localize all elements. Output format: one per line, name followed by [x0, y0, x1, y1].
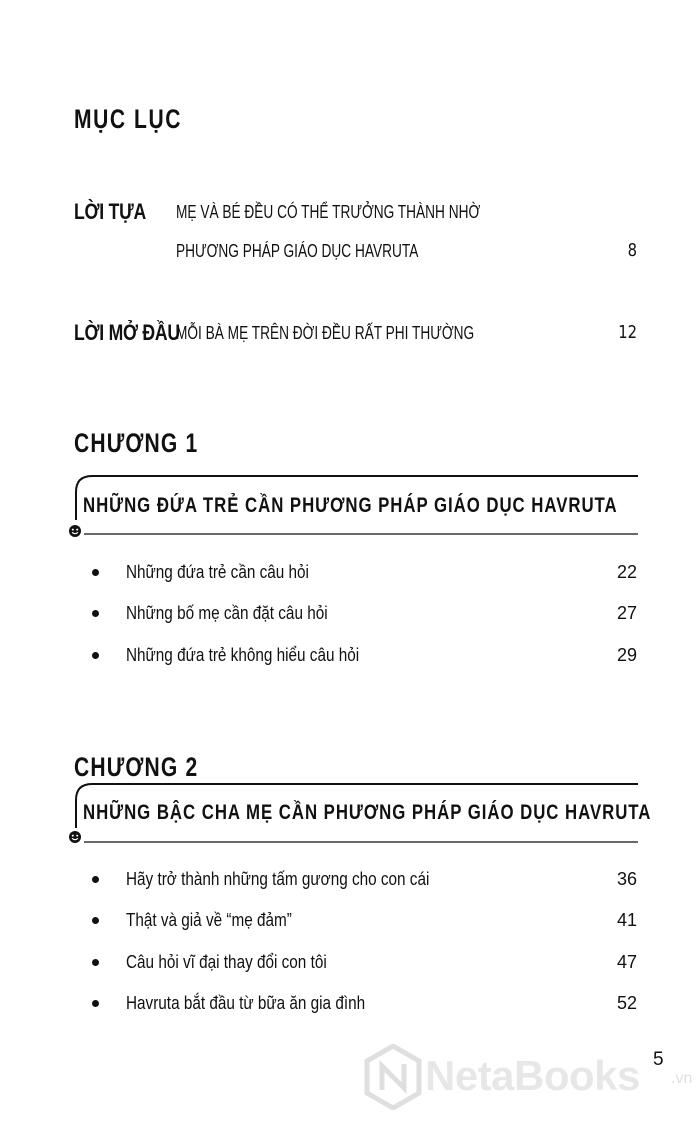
preface-title-line-1: MẸ VÀ BÉ ĐỀU CÓ THỂ TRƯỞNG THÀNH NHỜ — [176, 202, 481, 222]
chapter-1-item-1-page: 22 — [616, 562, 637, 582]
chapter-2-item-1-text: Hãy trở thành những tấm gương cho con cái — [126, 869, 430, 889]
chapter-1-item-2-text: Những bố mẹ cần đặt câu hỏi — [126, 603, 328, 623]
watermark-suffix: .vn — [671, 1070, 693, 1087]
bullet-icon — [92, 959, 99, 966]
chapter-1-item-3-text: Những đứa trẻ không hiểu câu hỏi — [126, 645, 360, 665]
bullet-icon — [92, 1000, 99, 1007]
chapter-2-item-3-page: 47 — [616, 952, 637, 972]
chapter-2-item-4-text: Havruta bắt đầu từ bữa ăn gia đình — [126, 993, 366, 1013]
page-number: 5 — [653, 1049, 664, 1070]
chapter-2-item-2-page: 41 — [616, 910, 637, 930]
chapter-2-title: NHỮNG BẬC CHA MẸ CẦN PHƯƠNG PHÁP GIÁO DỤC HAVRUTA — [83, 801, 652, 824]
bullet-icon — [92, 652, 99, 659]
bullet-icon — [92, 610, 99, 617]
chapter-2-item-2-text: Thật và giả về “mẹ đảm” — [126, 910, 292, 930]
preface-page-number: 8 — [627, 240, 637, 261]
introduction-title: MỖI BÀ MẸ TRÊN ĐỜI ĐỀU RẤT PHI THƯỜNG — [176, 323, 475, 343]
smiley-face-icon — [68, 830, 82, 844]
bullet-icon — [92, 569, 99, 576]
smiley-face-icon — [68, 524, 82, 538]
chapter-1-item-3-page: 29 — [616, 645, 637, 665]
table-of-contents-title: MỤC LỤC — [74, 104, 183, 134]
preface-label: LỜI TỰA — [74, 199, 146, 224]
chapter-2-item-3-text: Câu hỏi vĩ đại thay đổi con tôi — [126, 952, 327, 972]
introduction-page-number: 12 — [618, 322, 637, 343]
chapter-1-item-2-page: 27 — [616, 603, 637, 623]
netabooks-logo-icon — [364, 1044, 422, 1110]
chapter-1-title: NHỮNG ĐỨA TRẺ CẦN PHƯƠNG PHÁP GIÁO DỤC HAVRUTA — [83, 494, 618, 517]
bullet-icon — [92, 876, 99, 883]
chapter-1-label: CHƯƠNG 1 — [74, 428, 199, 458]
chapter-1-item-1-text: Những đứa trẻ cần câu hỏi — [126, 562, 309, 582]
watermark-brand: NetaBooks — [425, 1052, 640, 1099]
preface-title-line-2: PHƯƠNG PHÁP GIÁO DỤC HAVRUTA — [176, 241, 419, 261]
bullet-icon — [92, 917, 99, 924]
chapter-2-label: CHƯƠNG 2 — [74, 752, 199, 782]
chapter-2-item-1-page: 36 — [616, 869, 637, 889]
chapter-2-item-4-page: 52 — [616, 993, 637, 1013]
introduction-label: LỜI MỞ ĐẦU — [74, 320, 180, 345]
